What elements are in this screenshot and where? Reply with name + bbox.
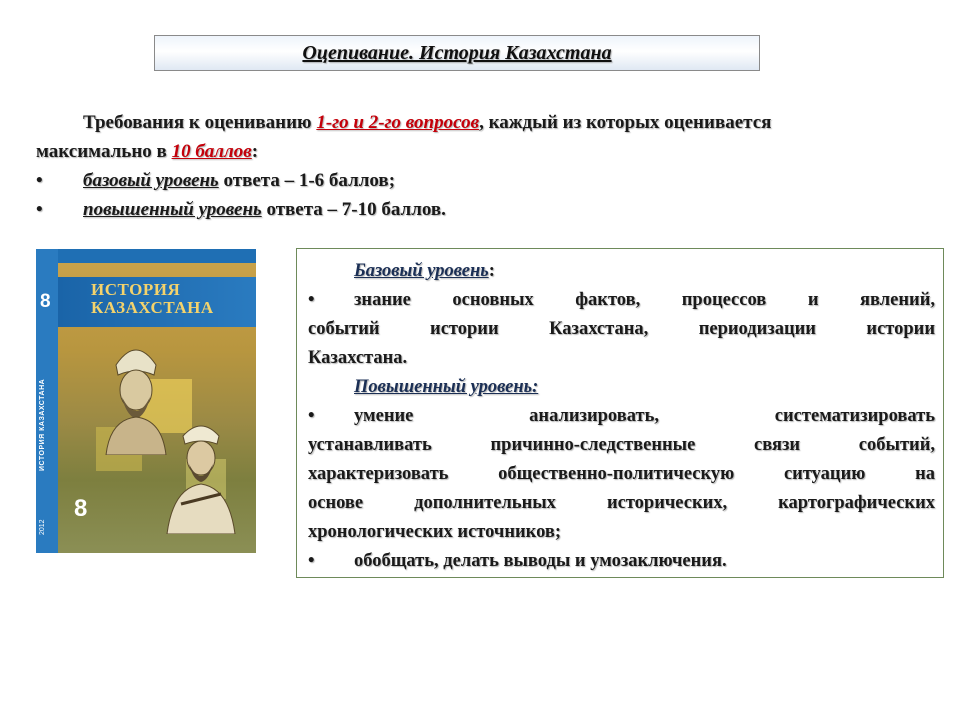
basic-level-heading: Базовый уровень: [354, 261, 495, 281]
bullet-icon: • [308, 406, 315, 426]
requirement-item-advanced: • повышенный уровень ответа – 7-10 баллов. [36, 195, 921, 224]
advanced-item-1-line-3: характеризовать общественно-политическую ситуацию на [308, 464, 935, 484]
basic-level-item-end: Казахстана. [308, 348, 408, 368]
questions-highlight: 1-го и 2-го вопросов [316, 112, 480, 133]
basic-level-item: • знание основных фактов, процессов и явлений, [308, 286, 935, 315]
title-banner [154, 35, 760, 71]
cover-title: ИСТОРИЯ КАЗАХСТАНА [91, 280, 214, 317]
requirements-line-1: Требования к оцениванию 1-го и 2-го вопросов, каждый из которых оценивается [83, 112, 772, 133]
bullet-icon: • [308, 551, 315, 571]
advanced-item-1-line-4: основе дополнительных исторических, картографических [308, 493, 935, 513]
advanced-item-1-line-5: хронологических источников; [308, 522, 562, 542]
grade-number-bottom: 8 [74, 495, 88, 522]
requirements-paragraph [36, 108, 921, 224]
grade-number-top: 8 [40, 291, 51, 312]
bullet-icon: • [36, 170, 43, 191]
bullet-icon: • [36, 199, 43, 220]
requirement-item-basic: • базовый уровень ответа – 1-6 баллов; [36, 166, 921, 195]
page-title: Оцепивание. История Казахстана [302, 41, 612, 64]
requirements-line-2: максимально в 10 баллов: [36, 141, 259, 162]
advanced-level-item-2: • обобщать, делать выводы и умозаключения. [308, 547, 935, 576]
points-highlight: 10 баллов [171, 141, 252, 162]
advanced-level-item-1: • умение анализировать, систематизировать [308, 402, 935, 431]
advanced-level-heading: Повышенный уровень: [354, 377, 539, 397]
advanced-item-1-line-2: устанавливать причинно-следственные связи событий, [308, 435, 935, 455]
basic-level-item-cont: событий истории Казахстана, периодизации истории [308, 319, 935, 339]
bullet-icon: • [308, 290, 315, 310]
portrait-figure-2 [161, 414, 241, 534]
spine-title: ИСТОРИЯ КАЗАХСТАНА [39, 378, 46, 472]
textbook-cover-image [36, 249, 256, 553]
spine-year: 2012 [39, 519, 46, 535]
levels-box [296, 248, 944, 578]
